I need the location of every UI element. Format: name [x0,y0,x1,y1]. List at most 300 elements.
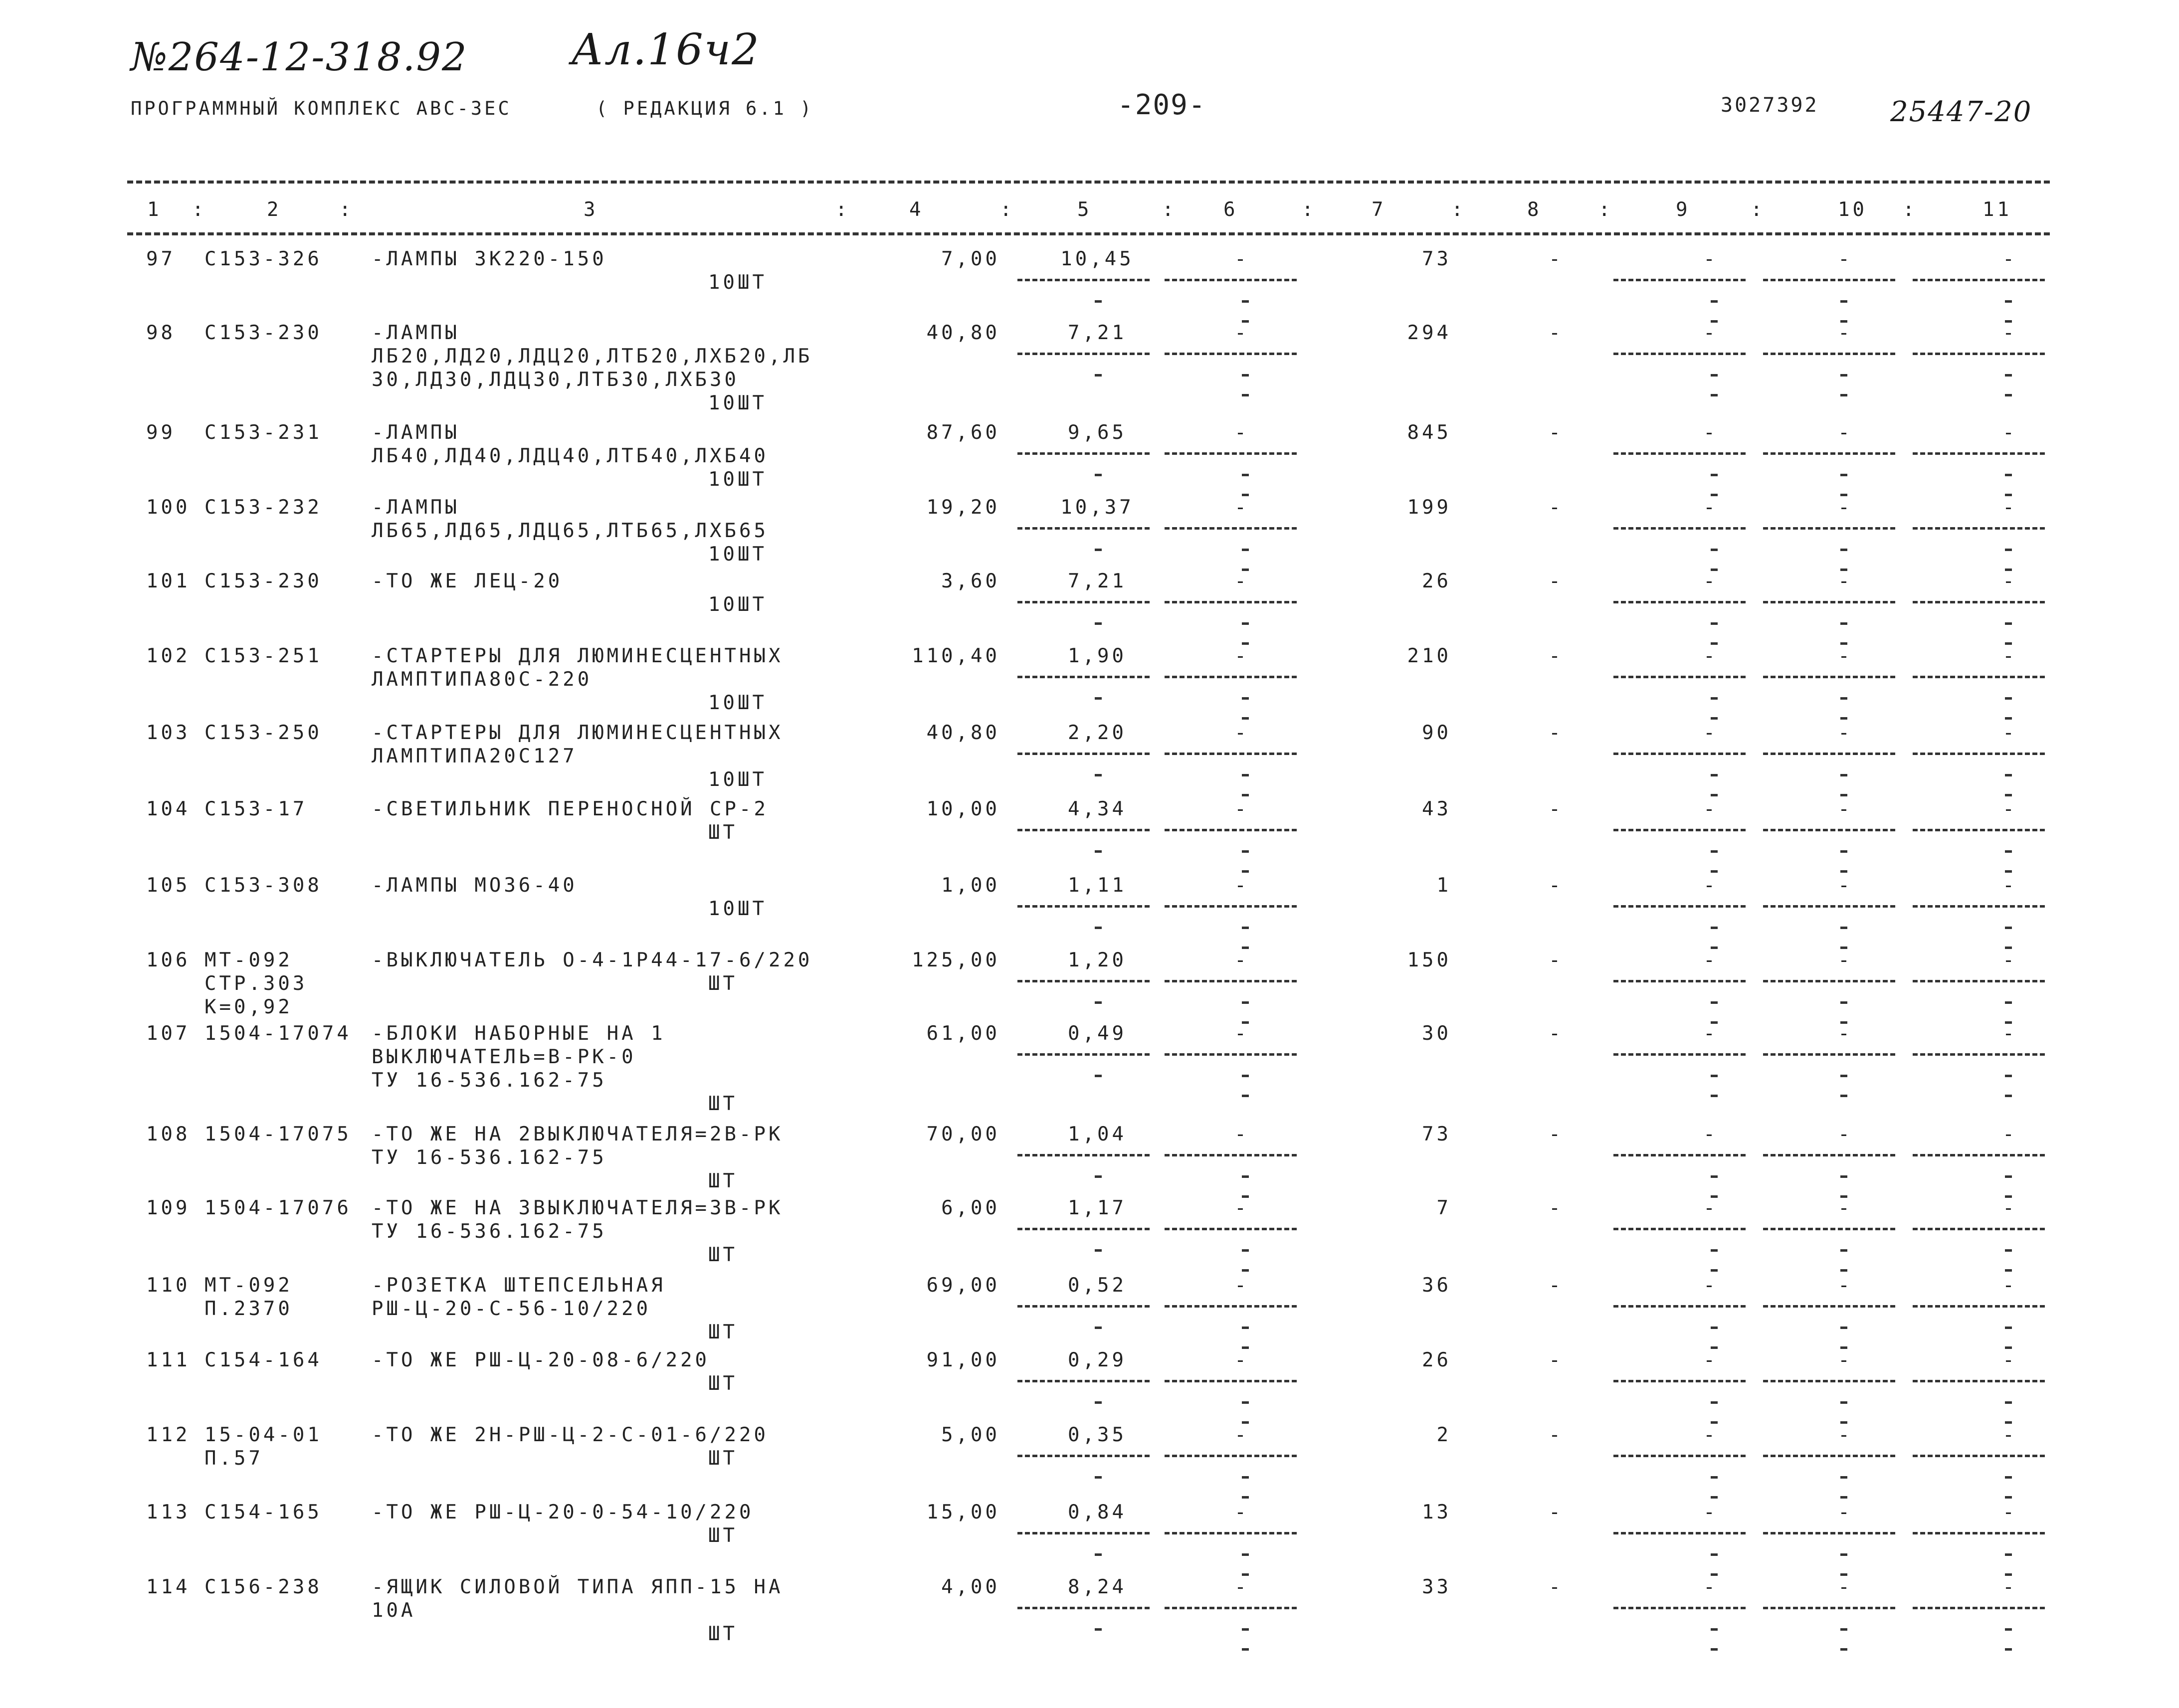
row-description: ВЫКЛЮЧАТЕЛЬ=В-РК-0 [372,1046,636,1068]
row-subtotal-rule [1165,1154,1297,1156]
row-col8-dash: - [1549,496,1564,519]
row-zero-tick [1095,774,1102,776]
row-col8-dash: - [1549,798,1564,820]
row-col11-dash: - [2002,722,2017,744]
row-col10-dash: - [1838,248,1853,270]
row-zero-tick [1095,622,1102,625]
row-zero-tick [1711,794,1718,796]
row-zero-tick [1242,1075,1249,1077]
row-description: -ЯЩИК СИЛОВОЙ ТИПА ЯПП-15 НА [372,1576,784,1598]
row-subtotal-rule [1613,1380,1746,1382]
row-col9-dash: - [1703,1274,1718,1297]
row-zero-tick [2005,1175,2012,1178]
row-unit: ШТ [708,1093,738,1115]
row-zero-tick [2005,374,2012,377]
row-subtotal-rule [1017,980,1150,982]
row-col9-dash: - [1703,949,1718,971]
row-col8-dash: - [1549,722,1564,744]
row-zero-tick [1095,300,1102,303]
row-col8-dash: - [1549,1424,1564,1446]
row-zero-tick [2005,1628,2012,1631]
row-col8-dash: - [1549,1274,1564,1297]
row-zero-tick [1242,622,1249,625]
row-number: 108 [146,1123,191,1145]
row-col8-dash: - [1549,645,1564,667]
row-zero-tick [1711,1496,1718,1499]
row-number: 99 [146,421,176,444]
row-unit: 10ШТ [708,543,767,566]
row-code: СТР.303 [204,972,308,995]
column-header-2: 2 [267,198,282,221]
row-col8-dash: - [1549,570,1564,592]
row-subtotal-rule [1763,1380,1895,1382]
row-number: 102 [146,645,191,667]
row-quantity: 5,00 [941,1424,1000,1446]
row-unit-price: 10,37 [1060,496,1134,519]
row-code: С153-251 [204,645,322,667]
row-subtotal-rule [1763,1607,1895,1609]
row-description: -СТАРТЕРЫ ДЛЯ ЛЮМИНЕСЦЕНТНЫХ [372,645,784,667]
column-header-3: 3 [584,198,598,221]
row-description: -ЛАМПЫ МО36-40 [372,874,578,897]
row-col6-dash: - [1234,496,1249,519]
row-number: 111 [146,1349,191,1371]
column-header-10: 10 [1838,198,1867,221]
row-zero-tick [2005,474,2012,476]
row-code: П.57 [204,1447,263,1470]
row-zero-tick [1711,1327,1718,1329]
row-zero-tick [1242,1496,1249,1499]
row-zero-tick [1242,794,1249,796]
row-code: С153-231 [204,421,322,444]
row-subtotal-rule [1913,676,2045,678]
row-zero-tick [1840,850,1847,853]
row-subtotal-rule [1613,1053,1746,1056]
row-subtotal-rule [1017,601,1150,603]
row-col9-dash: - [1703,421,1718,444]
row-col9-dash: - [1703,722,1718,744]
row-zero-tick [2005,1249,2012,1252]
row-zero-tick [1711,1648,1718,1651]
edition-label: ( РЕДАКЦИЯ 6.1 ) [596,98,814,119]
handwritten-doc-number: №264-12-318.92 [131,35,468,80]
row-zero-tick [1242,870,1249,873]
row-col8-dash: - [1549,1022,1564,1045]
row-total: 30 [1422,1022,1451,1045]
row-quantity: 3,60 [941,570,1000,592]
row-subtotal-rule [1913,452,2045,455]
row-subtotal-rule [1763,829,1895,831]
row-zero-tick [1711,374,1718,377]
row-col11-dash: - [2002,421,2017,444]
row-zero-tick [1095,374,1102,377]
row-zero-tick [1840,474,1847,476]
row-code: С153-230 [204,322,322,344]
row-col11-dash: - [2002,798,2017,820]
row-description: ЛБ20,ЛД20,ЛДЦ20,ЛТБ20,ЛХБ20,ЛБ [372,345,813,368]
row-subtotal-rule [1017,753,1150,755]
row-zero-tick [1242,850,1249,853]
row-col8-dash: - [1549,949,1564,971]
row-unit: 10ШТ [708,898,767,920]
row-zero-tick [2005,850,2012,853]
row-col6-dash: - [1234,645,1249,667]
row-subtotal-rule [1613,1305,1746,1308]
row-zero-tick [1840,774,1847,776]
row-zero-tick [1095,549,1102,551]
row-zero-tick [1242,374,1249,377]
row-zero-tick [1840,1496,1847,1499]
row-zero-tick [2005,1001,2012,1004]
row-zero-tick [1711,870,1718,873]
row-zero-tick [2005,794,2012,796]
row-subtotal-rule [1763,601,1895,603]
row-col11-dash: - [2002,1123,2017,1145]
column-separator: : [1302,198,1317,221]
row-unit-price: 4,34 [1068,798,1127,820]
row-zero-tick [1711,1001,1718,1004]
row-col6-dash: - [1234,421,1249,444]
row-description: ЛБ40,ЛД40,ЛДЦ40,ЛТБ40,ЛХБ40 [372,445,769,467]
row-total: 210 [1407,645,1451,667]
row-col8-dash: - [1549,874,1564,897]
row-col8-dash: - [1549,421,1564,444]
row-zero-tick [1840,1553,1847,1556]
row-col11-dash: - [2002,1349,2017,1371]
row-zero-tick [1711,300,1718,303]
row-description: -ЛАМПЫ [372,421,460,444]
row-col6-dash: - [1234,1349,1249,1371]
row-code: С156-238 [204,1576,322,1598]
row-unit: ШТ [708,972,738,995]
row-unit-price: 1,11 [1068,874,1127,897]
row-subtotal-rule [1613,452,1746,455]
row-col9-dash: - [1703,1349,1718,1371]
row-col10-dash: - [1838,645,1853,667]
row-col9-dash: - [1703,1576,1718,1598]
row-col6-dash: - [1234,1197,1249,1219]
row-zero-tick [1840,549,1847,551]
row-subtotal-rule [1165,1607,1297,1609]
row-code: 1504-17076 [204,1197,352,1219]
row-zero-tick [1711,1269,1718,1272]
row-subtotal-rule [1017,1305,1150,1308]
row-quantity: 19,20 [926,496,1000,519]
row-col11-dash: - [2002,1576,2017,1598]
row-subtotal-rule [1017,829,1150,831]
row-number: 106 [146,949,191,971]
row-zero-tick [1095,1628,1102,1631]
row-zero-tick [1840,374,1847,377]
row-subtotal-rule [1763,753,1895,755]
row-col6-dash: - [1234,1576,1249,1598]
row-zero-tick [2005,1269,2012,1272]
row-subtotal-rule [1913,1154,2045,1156]
row-subtotal-rule [1613,1154,1746,1156]
row-description: -ТО ЖЕ ЛЕЦ-20 [372,570,563,592]
row-subtotal-rule [1763,452,1895,455]
row-subtotal-rule [1763,905,1895,908]
column-separator: : [1162,198,1177,221]
row-description: -ТО ЖЕ 2Н-РШ-Ц-2-С-01-6/220 [372,1424,769,1446]
column-header-9: 9 [1676,198,1691,221]
row-quantity: 10,00 [926,798,1000,820]
row-zero-tick [1711,1401,1718,1404]
row-description: 30,ЛД30,ЛДЦ30,ЛТБ30,ЛХБ30 [372,369,739,391]
row-zero-tick [2005,774,2012,776]
row-description: ТУ 16-536.162-75 [372,1069,607,1092]
row-description: -БЛОКИ НАБОРНЫЕ НА 1 [372,1022,666,1045]
row-col6-dash: - [1234,322,1249,344]
row-subtotal-rule [1017,452,1150,455]
row-code: МТ-092 [204,949,293,971]
row-zero-tick [2005,549,2012,551]
row-subtotal-rule [1165,1532,1297,1534]
row-zero-tick [1095,1327,1102,1329]
row-col8-dash: - [1549,1197,1564,1219]
row-subtotal-rule [1763,279,1895,281]
column-header-5: 5 [1077,198,1092,221]
row-number: 98 [146,322,176,344]
row-description: -ТО ЖЕ НА 3ВЫКЛЮЧАТЕЛЯ=3В-РК [372,1197,784,1219]
row-subtotal-rule [1913,527,2045,530]
column-separator: : [1000,198,1015,221]
row-unit: ШТ [708,1447,738,1470]
row-subtotal-rule [1913,980,2045,982]
row-col11-dash: - [2002,1501,2017,1523]
row-zero-tick [2005,300,2012,303]
row-zero-tick [1095,1249,1102,1252]
row-zero-tick [1840,1175,1847,1178]
row-col9-dash: - [1703,1197,1718,1219]
row-col9-dash: - [1703,1022,1718,1045]
row-code: МТ-092 [204,1274,293,1297]
row-description: -ВЫКЛЮЧАТЕЛЬ О-4-1Р44-17-6/220 [372,949,813,971]
row-unit: ШТ [708,1524,738,1547]
row-code: П.2370 [204,1298,293,1320]
row-col10-dash: - [1838,1424,1853,1446]
row-subtotal-rule [1763,1228,1895,1230]
row-code: С153-326 [204,248,322,270]
row-quantity: 40,80 [926,322,1000,344]
row-subtotal-rule [1763,1532,1895,1534]
row-subtotal-rule [1763,1305,1895,1308]
row-zero-tick [1840,794,1847,796]
row-col9-dash: - [1703,570,1718,592]
row-subtotal-rule [1613,905,1746,908]
row-subtotal-rule [1017,676,1150,678]
row-zero-tick [1242,927,1249,929]
row-zero-tick [1242,1553,1249,1556]
row-total: 845 [1407,421,1451,444]
row-zero-tick [1095,1175,1102,1178]
column-header-6: 6 [1223,198,1238,221]
row-zero-tick [1095,927,1102,929]
row-subtotal-rule [1017,905,1150,908]
row-quantity: 87,60 [926,421,1000,444]
column-header-7: 7 [1372,198,1387,221]
row-col6-dash: - [1234,798,1249,820]
row-subtotal-rule [1165,1455,1297,1457]
row-subtotal-rule [1613,279,1746,281]
column-separator: : [1451,198,1466,221]
row-subtotal-rule [1913,1380,2045,1382]
row-zero-tick [1840,394,1847,396]
row-code: С153-230 [204,570,322,592]
row-col9-dash: - [1703,1123,1718,1145]
row-zero-tick [2005,717,2012,720]
row-description: 10А [372,1599,416,1622]
row-col9-dash: - [1703,798,1718,820]
program-title: ПРОГРАММНЫЙ КОМПЛЕКС АВС-3ЕС [131,98,512,119]
row-zero-tick [1711,1075,1718,1077]
row-total: 43 [1422,798,1451,820]
row-zero-tick [2005,1075,2012,1077]
row-zero-tick [2005,697,2012,700]
row-quantity: 1,00 [941,874,1000,897]
row-unit-price: 0,52 [1068,1274,1127,1297]
row-unit-price: 1,17 [1068,1197,1127,1219]
row-total: 7 [1436,1197,1451,1219]
row-subtotal-rule [1763,353,1895,355]
row-col10-dash: - [1838,570,1853,592]
row-subtotal-rule [1165,452,1297,455]
row-zero-tick [2005,1553,2012,1556]
row-unit-price: 0,29 [1068,1349,1127,1371]
row-subtotal-rule [1165,905,1297,908]
column-header-1: 1 [147,198,162,221]
row-quantity: 6,00 [941,1197,1000,1219]
row-zero-tick [1242,474,1249,476]
row-zero-tick [1242,549,1249,551]
row-col10-dash: - [1838,322,1853,344]
row-zero-tick [1840,622,1847,625]
row-zero-tick [1711,774,1718,776]
row-number: 100 [146,496,191,519]
row-quantity: 61,00 [926,1022,1000,1045]
row-number: 104 [146,798,191,820]
row-subtotal-rule [1165,1305,1297,1308]
row-zero-tick [1711,622,1718,625]
row-description: ЛАМПТИПА80С-220 [372,668,593,691]
row-col10-dash: - [1838,949,1853,971]
row-unit-price: 0,49 [1068,1022,1127,1045]
row-zero-tick [1242,1401,1249,1404]
row-zero-tick [1242,1175,1249,1178]
row-zero-tick [2005,394,2012,396]
row-zero-tick [1840,300,1847,303]
row-subtotal-rule [1913,1455,2045,1457]
row-zero-tick [1840,1249,1847,1252]
row-subtotal-rule [1017,1053,1150,1056]
row-quantity: 40,80 [926,722,1000,744]
row-zero-tick [1095,1476,1102,1479]
row-col10-dash: - [1838,1576,1853,1598]
row-col10-dash: - [1838,421,1853,444]
row-unit: 10ШТ [708,593,767,616]
row-zero-tick [1242,1249,1249,1252]
row-unit: ШТ [708,1623,738,1645]
page-number: -209- [1117,89,1206,121]
row-zero-tick [1242,394,1249,396]
row-unit-price: 10,45 [1060,248,1134,270]
row-unit-price: 0,84 [1068,1501,1127,1523]
row-quantity: 110,40 [912,645,1000,667]
row-description: -ТО ЖЕ РШ-Ц-20-0-54-10/220 [372,1501,754,1523]
row-zero-tick [2005,1648,2012,1651]
row-zero-tick [1242,1648,1249,1651]
row-description: РШ-Ц-20-С-56-10/220 [372,1298,651,1320]
row-subtotal-rule [1613,1228,1746,1230]
column-separator: : [339,198,354,221]
row-subtotal-rule [1613,601,1746,603]
row-zero-tick [2005,1095,2012,1097]
row-unit-price: 1,20 [1068,949,1127,971]
row-unit: ШТ [708,1170,738,1192]
row-zero-tick [1840,1075,1847,1077]
row-total: 73 [1422,248,1451,270]
row-subtotal-rule [1913,829,2045,831]
row-description: -СВЕТИЛЬНИК ПЕРЕНОСНОЙ СР-2 [372,798,769,820]
row-col9-dash: - [1703,1501,1718,1523]
row-col6-dash: - [1234,570,1249,592]
column-header-11: 11 [1982,198,2012,221]
row-zero-tick [1711,850,1718,853]
row-col6-dash: - [1234,874,1249,897]
row-col9-dash: - [1703,1424,1718,1446]
row-code: 1504-17074 [204,1022,352,1045]
row-col10-dash: - [1838,496,1853,519]
row-subtotal-rule [1017,1607,1150,1609]
row-zero-tick [1840,1327,1847,1329]
row-number: 103 [146,722,191,744]
row-zero-tick [1840,717,1847,720]
row-zero-tick [1711,549,1718,551]
row-subtotal-rule [1613,1607,1746,1609]
row-zero-tick [1840,697,1847,700]
row-description: -ЛАМПЫ [372,322,460,344]
row-subtotal-rule [1165,1228,1297,1230]
column-separator: : [192,198,207,221]
row-total: 150 [1407,949,1451,971]
row-subtotal-rule [1613,1532,1746,1534]
row-zero-tick [1711,717,1718,720]
row-subtotal-rule [1613,527,1746,530]
row-col10-dash: - [1838,1022,1853,1045]
row-col9-dash: - [1703,248,1718,270]
row-zero-tick [1242,1628,1249,1631]
row-number: 105 [146,874,191,897]
row-zero-tick [1711,1249,1718,1252]
row-zero-tick [1242,1327,1249,1329]
row-col11-dash: - [2002,1197,2017,1219]
row-number: 109 [146,1197,191,1219]
row-zero-tick [1840,1269,1847,1272]
row-col11-dash: - [2002,496,2017,519]
row-total: 73 [1422,1123,1451,1145]
row-zero-tick [1711,927,1718,929]
row-subtotal-rule [1763,676,1895,678]
row-description: -ЛАМПЫ [372,496,460,519]
row-zero-tick [1711,697,1718,700]
row-subtotal-rule [1165,753,1297,755]
doc-code: 3027392 [1721,94,1819,117]
row-subtotal-rule [1613,980,1746,982]
row-subtotal-rule [1165,980,1297,982]
row-zero-tick [1711,474,1718,476]
row-subtotal-rule [1165,353,1297,355]
row-description: -ТО ЖЕ РШ-Ц-20-08-6/220 [372,1349,710,1371]
